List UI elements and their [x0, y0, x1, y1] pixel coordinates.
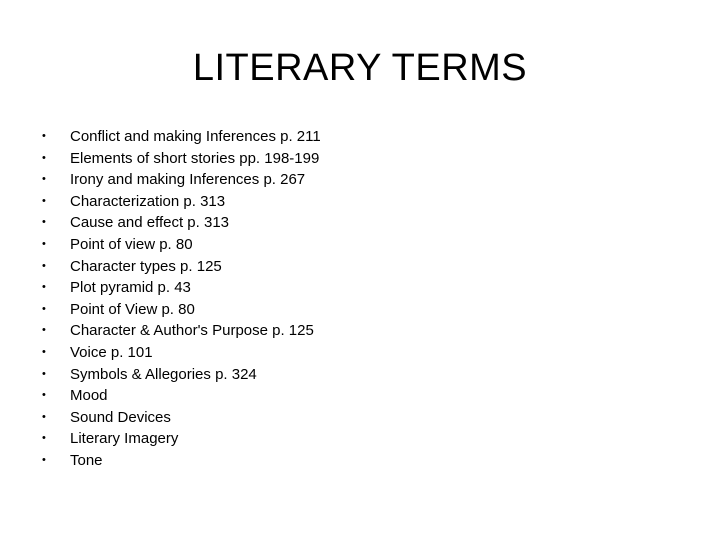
list-item — [40, 234, 660, 256]
list-item — [40, 385, 660, 407]
term-text: Literary Imagery — [70, 430, 179, 448]
list-item — [40, 320, 660, 342]
list-item — [40, 191, 660, 213]
term-text: Symbols & Allegories p. 324 — [70, 365, 257, 383]
literary-terms-list — [40, 126, 660, 472]
term-text: Tone — [70, 451, 103, 469]
term-text: Irony and making Inferences p. 267 — [70, 171, 306, 189]
term-text: Characterization p. 313 — [70, 192, 226, 210]
list-item — [40, 277, 660, 299]
term-text: Plot pyramid p. 43 — [70, 279, 191, 297]
list-item — [40, 256, 660, 278]
list-item — [40, 450, 660, 472]
slide-title: LITERARY TERMS — [192, 47, 528, 89]
bullet-icon: • — [42, 345, 46, 358]
list-item — [40, 126, 660, 148]
term-text: Character & Author's Purpose p. 125 — [70, 322, 314, 340]
term-text: Voice p. 101 — [70, 343, 153, 361]
term-text: Elements of short stories pp. 198-199 — [70, 149, 320, 167]
list-item — [40, 148, 660, 170]
list-item — [40, 169, 660, 191]
list-item — [40, 428, 660, 450]
bullet-icon: • — [42, 237, 46, 250]
bullet-icon: • — [42, 173, 46, 186]
bullet-icon: • — [42, 130, 46, 142]
list-item — [40, 364, 660, 386]
bullet-icon: • — [42, 151, 46, 164]
term-text: Cause and effect p. 313 — [70, 214, 230, 232]
term-text: Conflict and making Inferences p. 211 — [70, 128, 321, 145]
bullet-icon: • — [42, 216, 46, 229]
bullet-icon: • — [42, 259, 46, 272]
term-text: Point of view p. 80 — [70, 235, 193, 253]
list-item — [40, 212, 660, 234]
term-text: Point of View p. 80 — [70, 300, 195, 318]
bullet-icon: • — [42, 281, 46, 294]
list-item — [40, 342, 660, 364]
list-item — [40, 299, 660, 321]
bullet-icon: • — [42, 410, 46, 423]
bullet-icon: • — [42, 367, 46, 380]
list-item — [40, 407, 660, 429]
term-text: Mood — [70, 387, 108, 405]
bullet-icon: • — [42, 389, 46, 402]
bullet-icon: • — [42, 324, 46, 337]
term-text: Sound Devices — [70, 408, 171, 426]
bullet-icon: • — [42, 194, 46, 207]
bullet-icon: • — [42, 453, 46, 466]
bullet-icon: • — [42, 432, 46, 445]
bullet-icon: • — [42, 302, 46, 315]
term-text: Character types p. 125 — [70, 257, 222, 275]
